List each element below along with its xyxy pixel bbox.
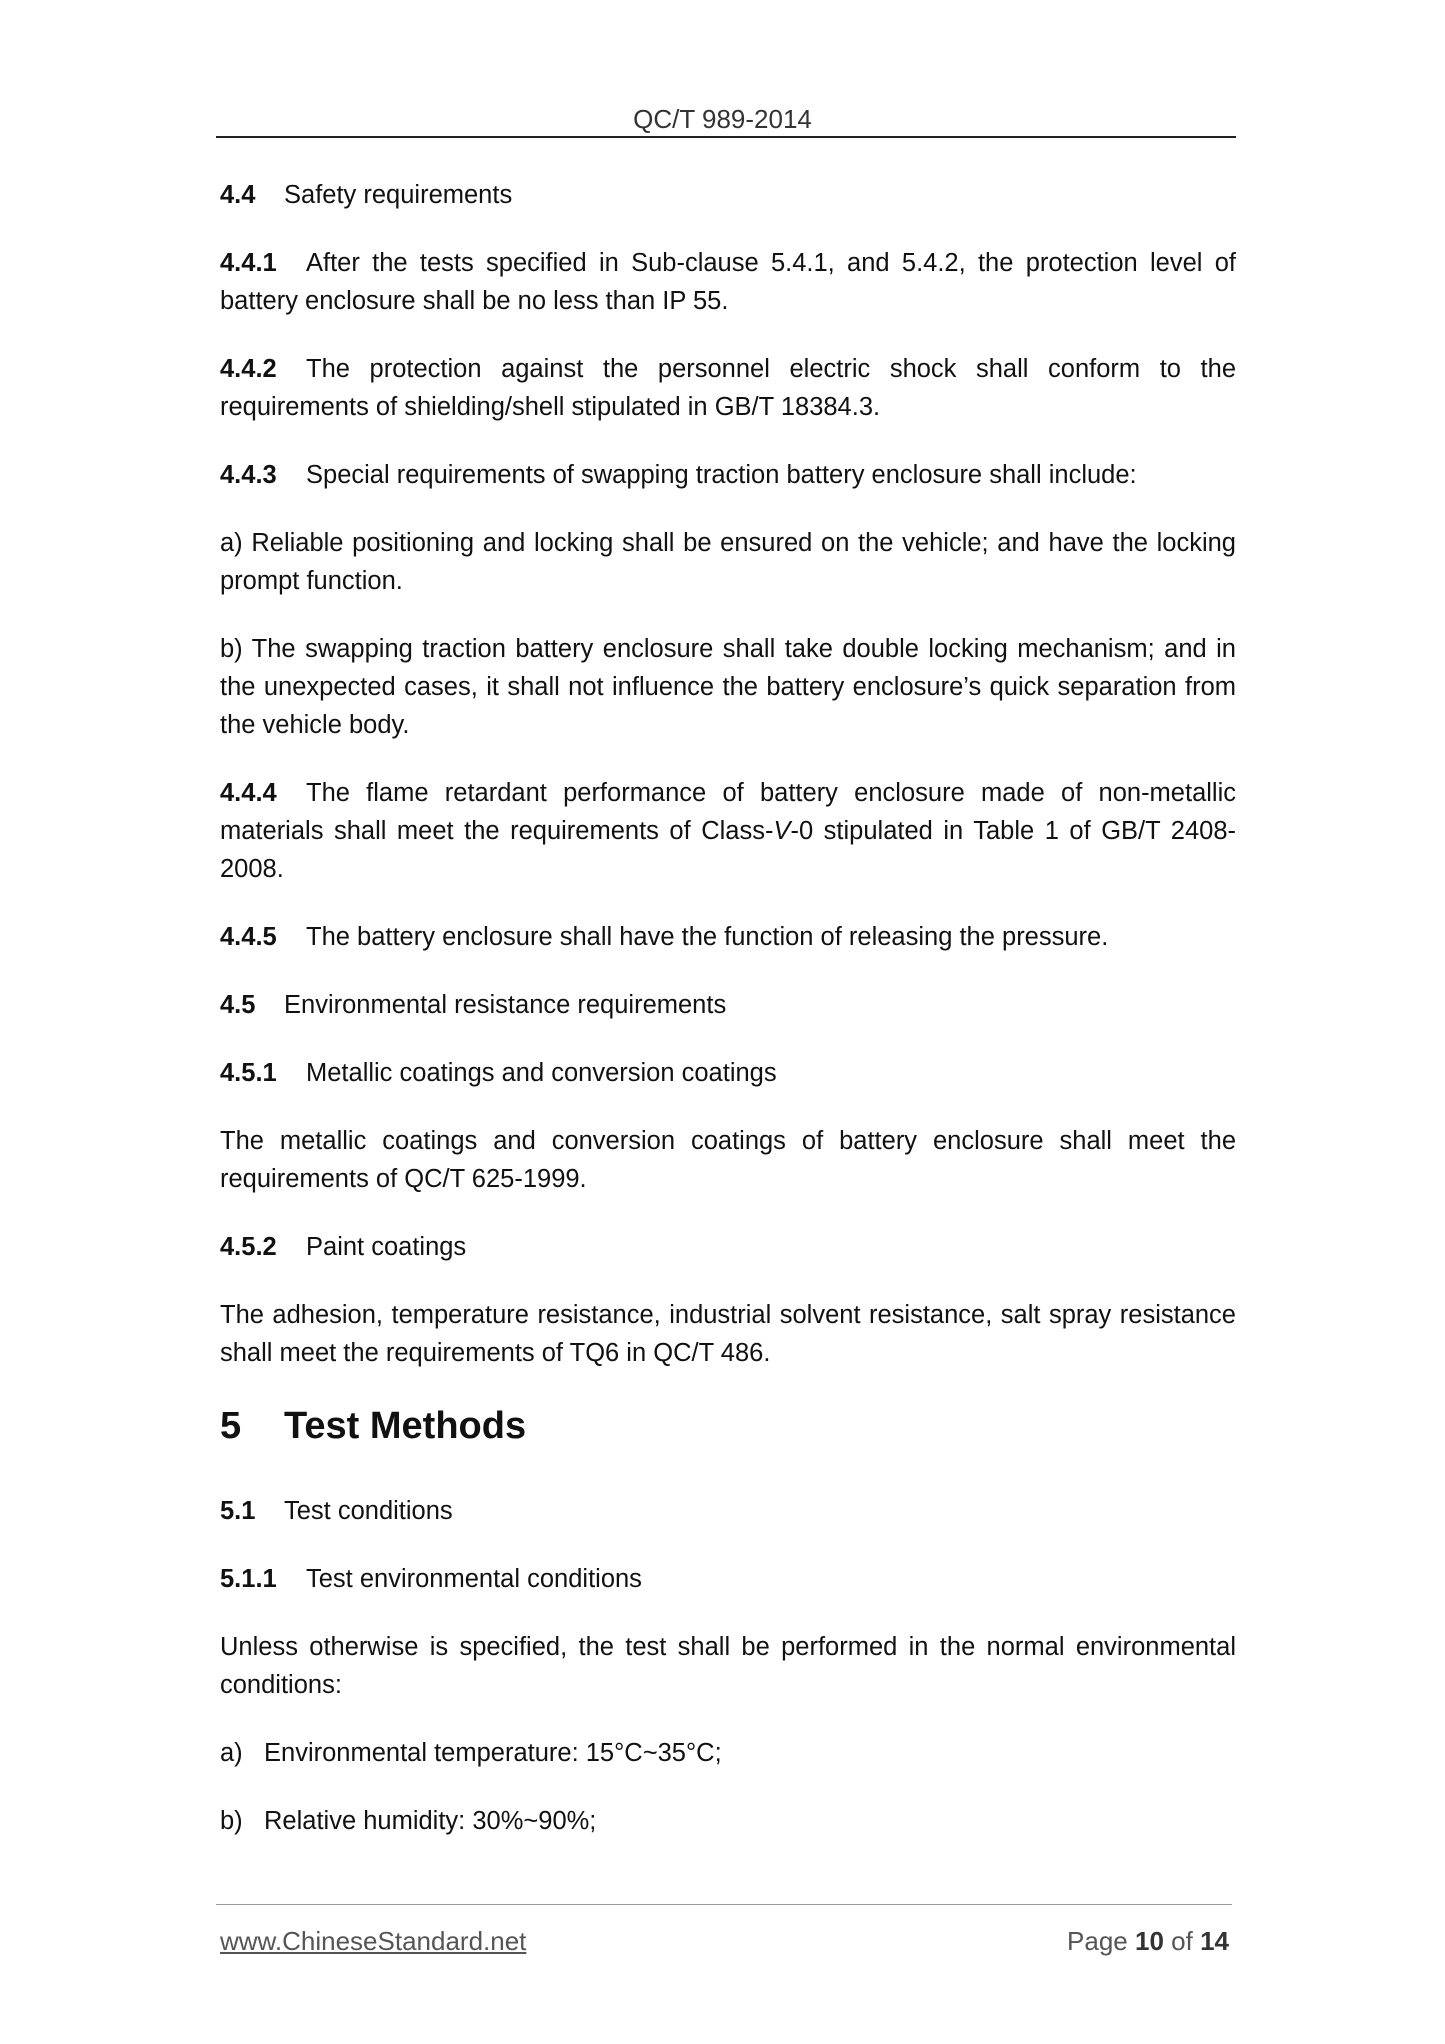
document-body (220, 176, 1236, 1870)
chapter-title: Test Methods (284, 1405, 527, 1447)
section-number: 4.4 (220, 181, 256, 209)
list-item-a: a) Reliable positioning and locking shall be ensured on the vehicle; and have the locking prompt function. (220, 529, 1236, 595)
chapter-number: 5 (220, 1405, 242, 1447)
page-number: 10 (1135, 1926, 1164, 1956)
clause-4-5-2 (220, 1228, 1236, 1266)
list-text: Environmental temperature: 15°C~35°C; (264, 1739, 722, 1767)
clause-text: Special requirements of swapping traction battery enclosure shall include: (306, 461, 1137, 489)
clause-4-5-1-body: The metallic coatings and conversion coatings of battery enclosure shall meet the requirements of QC/T 625-1999. (220, 1127, 1236, 1193)
clause-4-4-5 (220, 918, 1236, 956)
section-title: Test conditions (284, 1497, 453, 1525)
page-total: 14 (1200, 1926, 1229, 1956)
clause-text: The protection against the personnel electric shock shall conform to the requirements of shielding/shell stipulated in GB/T 18384.3. (220, 355, 1236, 421)
section-number: 5.1 (220, 1497, 256, 1525)
clause-4-4-4 (220, 774, 1236, 888)
clause-4-4-2 (220, 350, 1236, 426)
clause-number: 4.4.2 (220, 355, 277, 383)
clause-4-4-1 (220, 244, 1236, 320)
clause-number: 4.5.1 (220, 1059, 277, 1087)
clause-number: 5.1.1 (220, 1565, 277, 1593)
section-title: Safety requirements (284, 181, 513, 209)
page-prefix: Page (1067, 1926, 1128, 1956)
section-title: Environmental resistance requirements (284, 991, 727, 1019)
section-4-4 (220, 176, 1236, 214)
class-letter: V (773, 817, 791, 845)
section-4-5 (220, 986, 1236, 1024)
section-5-1 (220, 1492, 1236, 1530)
clause-text-before: The flame retardant performance of battery enclosure made of non-metallic materials shall meet the requirements of Class- (220, 779, 1236, 845)
document-code: QC/T 989-2014 (633, 104, 812, 134)
list-text: Relative humidity: 30%~90%; (264, 1807, 597, 1835)
clause-number: 4.4.4 (220, 779, 277, 807)
clause-text-after: -0 stipulated in Table 1 of GB/T 2408-2008. (220, 817, 1236, 883)
clause-4-4-3 (220, 456, 1236, 494)
website-link[interactable]: www.ChineseStandard.net (220, 1926, 527, 1956)
chapter-5-heading (220, 1402, 1236, 1450)
clause-title: Metallic coatings and conversion coatings (306, 1059, 777, 1087)
clause-5-1-1 (220, 1560, 1236, 1598)
list-item-a (220, 1734, 1236, 1772)
header-divider (216, 136, 1236, 138)
list-item-b: b) The swapping traction battery enclosure shall take double locking mechanism; and in the unexpected cases, it shall not influence the battery enclosure’s quick separation from the vehicle body. (220, 635, 1236, 739)
clause-title: Test environmental conditions (306, 1565, 642, 1593)
clause-text: After the tests specified in Sub-clause 5.4.1, and 5.4.2, the protection level of battery enclosure shall be no less than IP 55. (220, 249, 1236, 315)
page-of: of (1171, 1926, 1193, 1956)
section-number: 4.5 (220, 991, 256, 1019)
clause-number: 4.4.5 (220, 923, 277, 951)
list-marker: a) (220, 1739, 243, 1767)
clause-5-1-1-body: Unless otherwise is specified, the test shall be performed in the normal environmental conditions: (220, 1633, 1236, 1699)
clause-title: Paint coatings (306, 1233, 467, 1261)
list-marker: b) (220, 1807, 243, 1835)
page-indicator (1067, 1926, 1229, 1957)
clause-number: 4.4.3 (220, 461, 277, 489)
clause-4-5-2-body: The adhesion, temperature resistance, industrial solvent resistance, salt spray resistance shall meet the requirements of TQ6 in QC/T 486. (220, 1301, 1236, 1367)
document-header (0, 104, 1445, 135)
clause-number: 4.4.1 (220, 249, 277, 277)
clause-4-5-1 (220, 1054, 1236, 1092)
clause-number: 4.5.2 (220, 1233, 277, 1261)
list-item-b (220, 1802, 1236, 1840)
clause-text: The battery enclosure shall have the function of releasing the pressure. (306, 923, 1109, 951)
footer-divider (216, 1904, 1232, 1905)
